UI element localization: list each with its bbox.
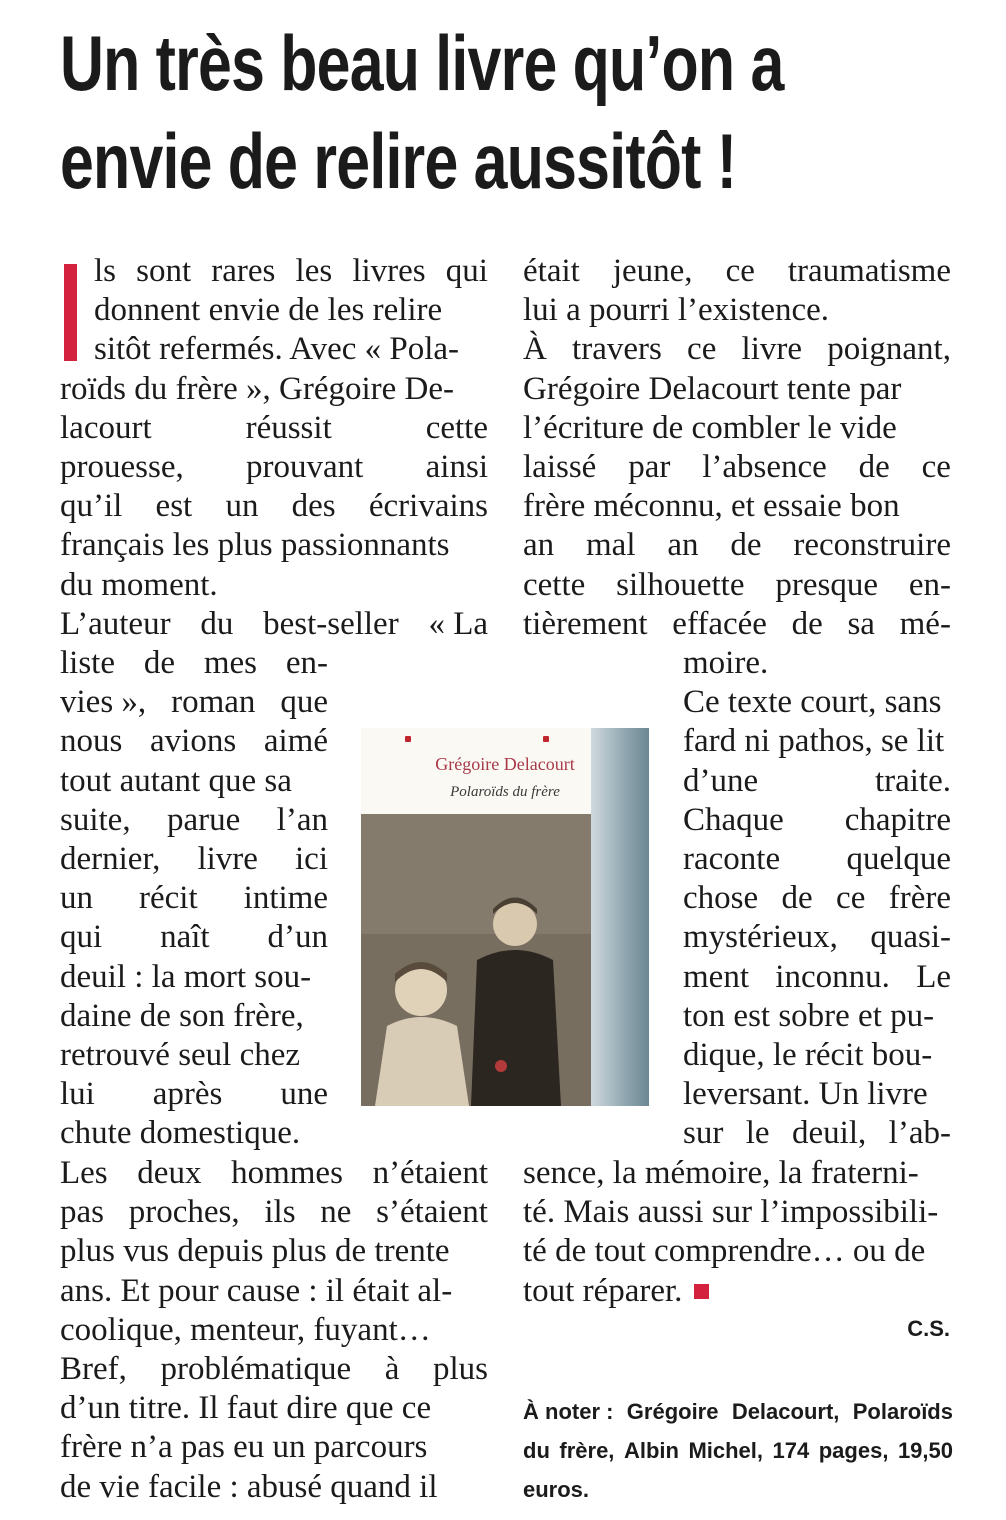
text-line: daine de son frère, (60, 997, 304, 1034)
word: à (384, 1350, 400, 1387)
word: un (225, 488, 259, 525)
word: n’étaient (372, 1155, 488, 1191)
word: mal (586, 527, 636, 564)
text-line: dique, le récit bou- (683, 1036, 933, 1073)
word: de (143, 645, 175, 681)
text-line (60, 683, 328, 722)
text-line: de vie facile : abusé quand il (60, 1468, 438, 1505)
word: suite, (60, 801, 131, 838)
word: an (523, 527, 555, 564)
text-line: ton est sobre et pu- (683, 997, 935, 1034)
author-signature: C.S. (907, 1316, 950, 1341)
word: du (200, 605, 234, 642)
text-line (60, 1075, 328, 1114)
word: 174 (772, 1438, 810, 1463)
text-line (683, 762, 951, 801)
text-line (683, 1114, 951, 1153)
word: pas (60, 1194, 104, 1231)
word: mé- (899, 605, 951, 642)
word: par (628, 448, 671, 485)
word: raconte (683, 840, 781, 877)
closing-text: tout réparer. (523, 1272, 683, 1309)
word: cette (523, 566, 586, 603)
text-line (683, 918, 951, 957)
word: ainsi (425, 448, 488, 485)
word: livre (741, 331, 803, 368)
text-line: ans. Et pour cause : il était al- (60, 1272, 453, 1309)
word: « La (428, 605, 488, 642)
word: Les (60, 1155, 108, 1191)
word: roman (171, 684, 256, 721)
text-line (60, 1154, 488, 1193)
right-column-top (523, 252, 951, 644)
word: de (791, 605, 823, 642)
text-line (60, 487, 488, 526)
word: tièrement (523, 605, 648, 642)
note-line (523, 1431, 953, 1470)
text-line (523, 448, 951, 487)
word: des (291, 488, 336, 525)
headline-line-2: envie de relire aussitôt ! (60, 117, 737, 205)
word: l’ab- (888, 1115, 951, 1152)
cover-title: Polaroïds du frère (450, 784, 560, 800)
book-cover-image (361, 728, 649, 1106)
word: sa (847, 605, 875, 642)
word: ce (921, 448, 951, 485)
word: du (523, 1438, 550, 1463)
word: chapitre (844, 801, 951, 838)
word: était (523, 253, 580, 289)
word: L’auteur (60, 605, 171, 642)
word: livre (197, 840, 258, 877)
cover-side-strip (591, 728, 649, 1106)
text-line: tout autant que sa (60, 762, 292, 799)
text-line: frère n’a pas eu un parcours (60, 1429, 428, 1466)
text-line: fard ni pathos, se lit (683, 723, 945, 760)
word: ce (687, 331, 717, 368)
word: Delacourt, (731, 1399, 840, 1424)
word: écrivains (368, 488, 488, 525)
word: prouesse, (60, 448, 184, 485)
text-line: l’écriture de combler le vide (523, 409, 897, 446)
word: prouvant (246, 448, 364, 485)
text-line (60, 1193, 488, 1232)
note-line (523, 1392, 953, 1431)
text-line (683, 801, 951, 840)
word: hommes (231, 1155, 343, 1191)
word: ls (94, 253, 117, 289)
word: quasi- (870, 919, 951, 956)
text-line (523, 330, 951, 369)
text-line: coolique, menteur, fuyant… (60, 1311, 431, 1348)
text-line: chute domestique. (60, 1115, 301, 1152)
word: chose (683, 880, 759, 917)
word: récit (139, 880, 198, 917)
book-note (523, 1392, 953, 1509)
word: Polaroïds (852, 1399, 953, 1424)
text-line: plus vus depuis plus de trente (60, 1233, 450, 1270)
word: parue (166, 801, 241, 838)
left-column-wrap (60, 644, 328, 1153)
word: an (667, 527, 699, 564)
word: une (280, 1076, 328, 1113)
article-headline (60, 14, 785, 210)
word: qu’il (60, 488, 123, 525)
word: quelque (846, 840, 951, 877)
word: avions (150, 723, 237, 760)
word: l’absence (702, 448, 827, 485)
left-column-top (60, 252, 488, 644)
word: frère (888, 880, 951, 917)
text-line: Grégoire Delacourt tente par (523, 370, 902, 407)
word: d’une (683, 762, 759, 799)
text-line (523, 526, 951, 565)
text-line (523, 566, 951, 605)
word: problématique (160, 1350, 352, 1387)
word: À noter : (523, 1399, 614, 1424)
text-line (60, 448, 488, 487)
word: deux (137, 1155, 202, 1191)
text-line (60, 801, 328, 840)
word: proches, (128, 1194, 240, 1231)
text-line: sitôt refermés. Avec « Pola- (94, 331, 460, 368)
text-line: du moment. (60, 566, 218, 603)
word: ils (264, 1194, 296, 1231)
word: Chaque (683, 801, 784, 838)
word: Grégoire (626, 1399, 719, 1424)
word: intime (243, 880, 328, 917)
text-line (60, 840, 328, 879)
word: Le (916, 958, 951, 995)
word: réussit (245, 409, 332, 446)
word: le (745, 1115, 770, 1152)
word: laissé (523, 448, 597, 485)
word: d’un (267, 919, 328, 956)
word: jeune, (612, 253, 693, 289)
text-line (60, 605, 488, 644)
text-line (523, 252, 951, 291)
word: est (155, 488, 193, 525)
word: ce (725, 253, 755, 289)
word: cette (425, 409, 488, 446)
word: de (781, 880, 813, 917)
text-line (60, 722, 328, 761)
word: inconnu. (775, 958, 890, 995)
text-line: sence, la mémoire, la fraterni- (523, 1155, 919, 1191)
text-line: donnent envie de les relire (94, 292, 443, 329)
cover-dot-icon (543, 736, 549, 742)
text-line: leversant. Un livre (683, 1076, 928, 1113)
word: lacourt (60, 409, 152, 446)
text-line: té de tout comprendre… ou de (523, 1233, 926, 1270)
text-line: moire. (683, 645, 769, 681)
word: naît (160, 919, 210, 956)
word: traite. (874, 762, 951, 799)
word: aimé (263, 723, 328, 760)
word: sont (136, 253, 192, 289)
text-line: frère méconnu, et essaie bon (523, 488, 900, 525)
text-line (523, 605, 951, 644)
word: deuil, (792, 1115, 867, 1152)
word: ce (836, 880, 866, 917)
word: Albin (623, 1438, 679, 1463)
word: en- (285, 645, 328, 681)
headline-line-1: Un très beau livre qu’on a (60, 19, 784, 107)
word: silhouette (616, 566, 745, 603)
text-line: lui a pourri l’existence. (523, 292, 830, 329)
text-line: d’un titre. Il faut dire que ce (60, 1390, 432, 1427)
word: pages, (818, 1438, 889, 1463)
word: frère, (559, 1438, 615, 1463)
text-line: roïds du frère », Grégoire De- (60, 370, 455, 407)
word: travers (572, 331, 662, 368)
word: de (730, 527, 762, 564)
word: Michel, (688, 1438, 764, 1463)
word: qui (60, 919, 103, 956)
text-line (60, 252, 488, 291)
word: un (60, 880, 93, 917)
word: best-seller (263, 605, 399, 642)
right-column-bottom (523, 1154, 951, 1311)
text-line (683, 840, 951, 879)
text-line (60, 879, 328, 918)
word: sur (683, 1115, 724, 1152)
word: lui (60, 1076, 95, 1113)
word: reconstruire (793, 527, 951, 564)
note-line: euros. (523, 1477, 590, 1502)
text-line (60, 644, 328, 683)
word: que (280, 684, 328, 721)
text-line (683, 958, 951, 997)
text-line: retrouvé seul chez (60, 1036, 301, 1073)
text-line (683, 879, 951, 918)
word: effacée (672, 605, 767, 642)
text-line (60, 409, 488, 448)
word: presque (775, 566, 878, 603)
word: traumatisme (787, 253, 951, 289)
word: À (523, 331, 547, 368)
word: nous (60, 723, 123, 760)
left-column-bottom (60, 1154, 488, 1507)
text-line (523, 1272, 951, 1311)
text-line: français les plus passionnants (60, 527, 450, 564)
end-of-article-square-icon (694, 1284, 709, 1299)
text-line: Ce texte court, sans (683, 684, 942, 721)
word: 19,50 (897, 1438, 953, 1463)
text-line: té. Mais aussi sur l’impossibili- (523, 1194, 939, 1231)
word: rares (211, 253, 276, 289)
word: livres (352, 253, 426, 289)
word: dernier, (60, 840, 161, 877)
word: qui (445, 253, 488, 289)
text-line (60, 918, 328, 957)
word: vies », (60, 684, 147, 721)
word: liste (60, 645, 115, 681)
word: mystérieux, (683, 919, 838, 956)
word: mes (203, 645, 258, 681)
cover-dot-icon (405, 736, 411, 742)
word: l’an (276, 801, 328, 838)
word: de (858, 448, 890, 485)
word: les (295, 253, 333, 289)
word: s’étaient (376, 1194, 488, 1231)
word: ici (295, 840, 328, 877)
word: poignant, (827, 331, 951, 368)
word: en- (908, 566, 951, 603)
word: après (152, 1076, 223, 1113)
text-line: deuil : la mort sou- (60, 958, 312, 995)
text-line (60, 1350, 488, 1389)
cover-author: Grégoire Delacourt (435, 754, 575, 774)
word: plus (432, 1350, 488, 1387)
word: ne (320, 1194, 352, 1231)
word: ment (683, 958, 749, 995)
word: Bref, (60, 1350, 127, 1387)
right-column-wrap (683, 644, 951, 1153)
